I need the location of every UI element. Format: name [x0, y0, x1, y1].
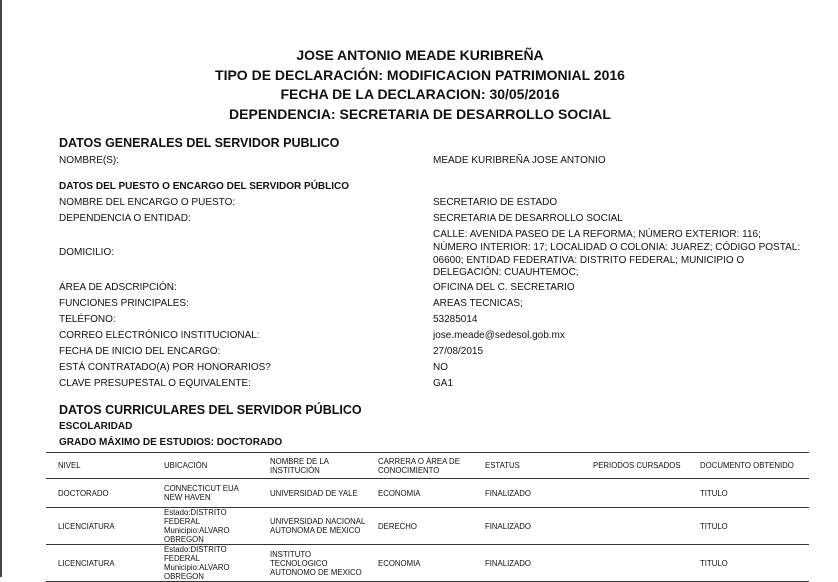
field-label: FUNCIONES PRINCIPALES:	[59, 298, 189, 309]
field-value: SECRETARIO DE ESTADO	[433, 197, 558, 208]
cell-periodos	[581, 545, 688, 582]
field-value: GA1	[433, 378, 454, 389]
field-value: NO	[433, 362, 448, 373]
column-header: NIVEL	[46, 453, 152, 479]
cell-estatus: FINALIZADO	[473, 479, 581, 508]
field-label: ÁREA DE ADSCRIPCIÓN:	[59, 282, 177, 293]
field-value: 27/08/2015	[433, 346, 484, 357]
header-dependencia: DEPENDENCIA: SECRETARIA DE DESARROLLO SOCIAL	[229, 105, 611, 122]
cell-nivel: LICENCIATURA	[46, 508, 152, 545]
cell-ubicacion: Estado:DISTRITO FEDERAL Municipio:ALVARO OBREGON	[152, 508, 258, 545]
cell-estatus: FINALIZADO	[473, 508, 581, 545]
field-label: NOMBRE DEL ENCARGO O PUESTO:	[59, 197, 236, 208]
declaration-header	[2, 0, 838, 124]
field-label: ESTÁ CONTRATADO(A) POR HONORARIOS?	[59, 362, 271, 373]
cell-ubicacion: CONNECTICUT EUA NEW HAVEN	[152, 479, 258, 508]
cell-nivel: DOCTORADO	[46, 479, 152, 508]
field-label: FECHA DE INICIO DEL ENCARGO:	[59, 346, 221, 357]
section-title-curriculares: DATOS CURRICULARES DEL SERVIDOR PÚBLICO	[59, 403, 362, 417]
table-row	[46, 545, 809, 582]
field-value: 53285014	[433, 314, 478, 325]
column-header: UBICACIÓN	[152, 453, 258, 479]
field-value: jose.meade@sedesol.gob.mx	[433, 330, 565, 341]
grado-maximo: GRADO MÁXIMO DE ESTUDIOS: DOCTORADO	[59, 437, 283, 448]
cell-ubicacion: Estado:DISTRITO FEDERAL Municipio:ALVARO OBREGON	[152, 545, 258, 582]
header-fecha: FECHA DE LA DECLARACION: 30/05/2016	[280, 86, 560, 102]
field-label: NOMBRE(S):	[59, 155, 119, 166]
field-label: TELÉFONO:	[59, 314, 116, 325]
field-value: MEADE KURIBREÑA JOSE ANTONIO	[433, 155, 606, 166]
cell-documento: TITULO	[688, 508, 809, 545]
cell-documento: TITULO	[688, 545, 809, 582]
cell-estatus: FINALIZADO	[473, 545, 581, 582]
field-label: DEPENDENCIA O ENTIDAD:	[59, 213, 191, 224]
cell-carrera: ECONOMIA	[366, 545, 473, 582]
cell-periodos	[581, 508, 688, 545]
field-label: CLAVE PRESUPESTAL O EQUIVALENTE:	[59, 378, 251, 389]
field-value: OFICINA DEL C. SECRETARIO	[433, 282, 575, 293]
field-value: CALLE: AVENIDA PASEO DE LA REFORMA; NÚMERO EXTERIOR: 116; NÚMERO INTERIOR: 17; LOCALIDAD O COLONIA: JUAREZ; CÓDIGO POSTAL: 06600; ENTIDAD FEDERATIVA: DISTRITO FEDERAL; MUNICIPIO O DELEGACIÓN: CUAUHTEMOC;	[433, 229, 801, 279]
escolaridad-title: ESCOLARIDAD	[59, 421, 133, 432]
cell-institucion: INSTITUTO TECNOLOGICO AUTONOMO DE MEXICO	[258, 545, 366, 582]
section-title-generales: DATOS GENERALES DEL SERVIDOR PUBLICO	[59, 136, 340, 150]
field-label: DOMICILIO:	[59, 247, 115, 258]
header-tipo: TIPO DE DECLARACIÓN: MODIFICACION PATRIMONIAL 2016	[215, 66, 625, 83]
cell-carrera: DERECHO	[366, 508, 473, 545]
field-label: CORREO ELECTRÓNICO INSTITUCIONAL:	[59, 330, 260, 341]
column-header: NOMBRE DE LA INSTITUCIÓN	[258, 453, 366, 479]
header-name: JOSE ANTONIO MEADE KURIBREÑA	[296, 47, 544, 63]
field-value: AREAS TECNICAS;	[433, 298, 523, 309]
column-header: DOCUMENTO OBTENIDO	[688, 453, 809, 479]
table-row	[46, 479, 809, 508]
column-header: PERIODOS CURSADOS	[581, 453, 688, 479]
cell-institucion: UNIVERSIDAD NACIONAL AUTONOMA DE MEXICO	[258, 508, 366, 545]
cell-documento: TITULO	[688, 479, 809, 508]
column-header: CARRERA O ÁREA DE CONOCIMIENTO	[366, 453, 473, 479]
cell-periodos	[581, 479, 688, 508]
cell-carrera: ECONOMIA	[366, 479, 473, 508]
column-header: ESTATUS	[473, 453, 581, 479]
section-title-puesto: DATOS DEL PUESTO O ENCARGO DEL SERVIDOR PÚBLICO	[59, 181, 350, 192]
cell-institucion: UNIVERSIDAD DE YALE	[258, 479, 366, 508]
table-row	[46, 508, 809, 545]
table-header-row	[46, 453, 809, 479]
escolaridad-table	[46, 452, 809, 582]
field-value: SECRETARIA DE DESARROLLO SOCIAL	[433, 213, 623, 224]
cell-nivel: LICENCIATURA	[46, 545, 152, 582]
